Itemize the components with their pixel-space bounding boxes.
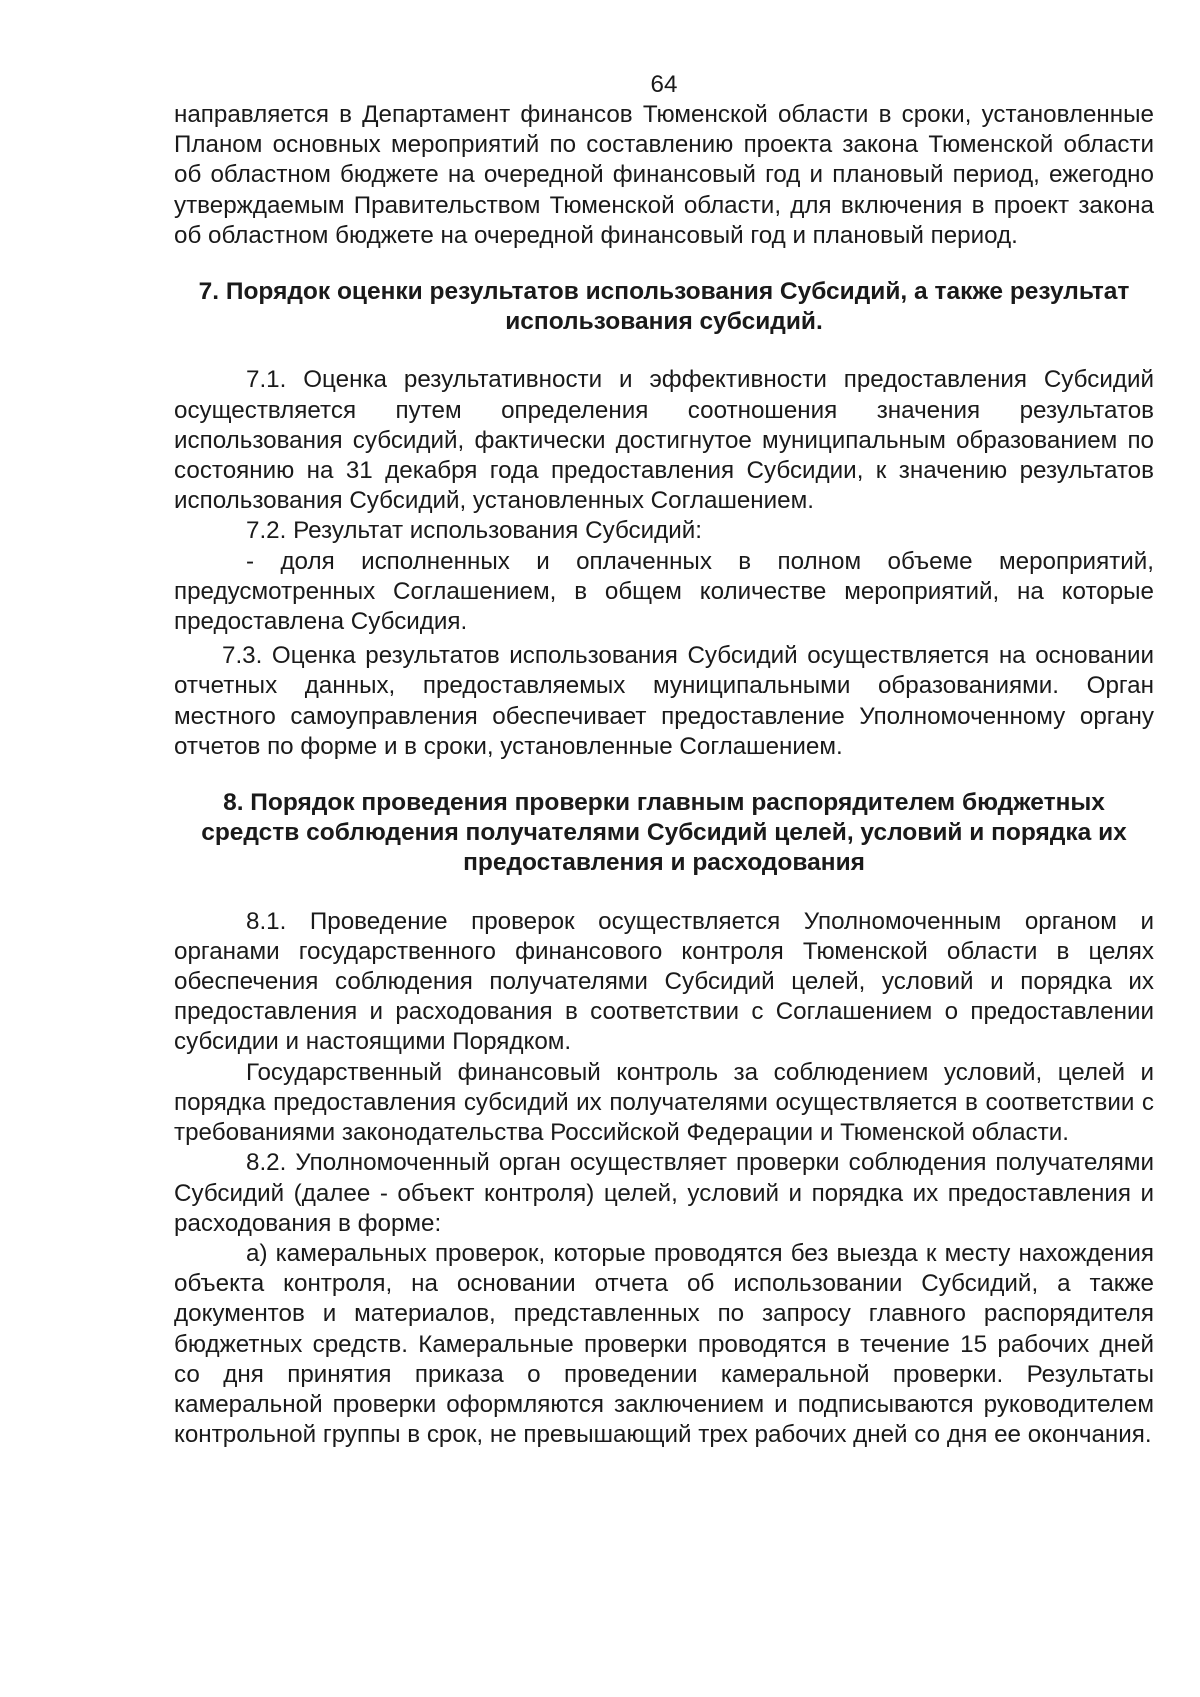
spacer xyxy=(174,762,1154,788)
section-7-heading: 7. Порядок оценки результатов использования Субсидий, а также результат использования субсидий. xyxy=(198,278,1130,336)
paragraph-8-1: 8.1. Проведение проверок осуществляется Уполномоченным органом и органами государственного финансового контроля Тюменской области в целях обеспечения соблюдения получателями Субсидий целей, условий и порядка их предоставления и расходования в соответствии с Соглашением о предоставлении субсидии и настоящими Порядком. xyxy=(174,907,1154,1056)
paragraph-7-3: 7.3. Оценка результатов использования Субсидий осуществляется на основании отчетных данных, предоставляемых муниципальными образованиями. Орган местного самоуправления обеспечивает предоставление Уполномоченному органу отчетов по форме и в сроки, установленные Соглашением. xyxy=(174,642,1154,760)
paragraph-8-2-a: а) камеральных проверок, которые проводятся без выезда к месту нахождения объекта контроля, на основании отчета об использовании Субсидий, а также документов и материалов, представленных по запросу главного распорядителя бюджетных средств. Камеральные проверки проводятся в течение 15 рабочих дней со дня принятия приказа о проведении камеральной проверки. Результаты камеральной проверки оформляются заключением и подписываются руководителем контрольной группы в срок, не превышающий трех рабочих дней со дня ее окончания. xyxy=(174,1239,1154,1449)
spacer xyxy=(174,879,1154,907)
paragraph-7-2-item: - доля исполненных и оплаченных в полном объеме мероприятий, предусмотренных Соглашением, в общем количестве мероприятий, на которые предоставлена Субсидия. xyxy=(174,547,1154,636)
paragraph-state-control: Государственный финансовый контроль за соблюдением условий, целей и порядка предоставления субсидий их получателями осуществляется в соответствии с требованиями законодательства Российской Федерации и Тюменской области. xyxy=(174,1058,1154,1147)
spacer xyxy=(174,251,1154,277)
spacer xyxy=(174,337,1154,365)
intro-paragraph: направляется в Департамент финансов Тюменской области в сроки, установленные Планом основных мероприятий по составлению проекта закона Тюменской области об областном бюджете на очередной финансовый год и плановый период, ежегодно утверждаемым Правительством Тюменской области, для включения в проект закона об областном бюджете на очередной финансовый год и плановый период. xyxy=(174,101,1154,249)
page-number: 64 xyxy=(650,71,678,98)
section-8-heading: 8. Порядок проведения проверки главным распорядителем бюджетных средств соблюдения получателями Субсидий целей, условий и порядка их предоставления и расходования xyxy=(201,789,1127,877)
paragraph-8-2: 8.2. Уполномоченный орган осуществляет проверки соблюдения получателями Субсидий (далее - объект контроля) целей, условий и порядка их предоставления и расходования в форме: xyxy=(174,1149,1154,1237)
paragraph-7-1: 7.1. Оценка результативности и эффективности предоставления Субсидий осуществляется путем определения соотношения значения результатов использования субсидий, фактически достигнутое муниципальным образованием по состоянию на 31 декабря года предоставления Субсидии, к значению результатов использования Субсидий, установленных Соглашением. xyxy=(174,366,1154,515)
document-page xyxy=(174,70,1154,1450)
paragraph-7-2: 7.2. Результат использования Субсидий: xyxy=(246,517,702,545)
